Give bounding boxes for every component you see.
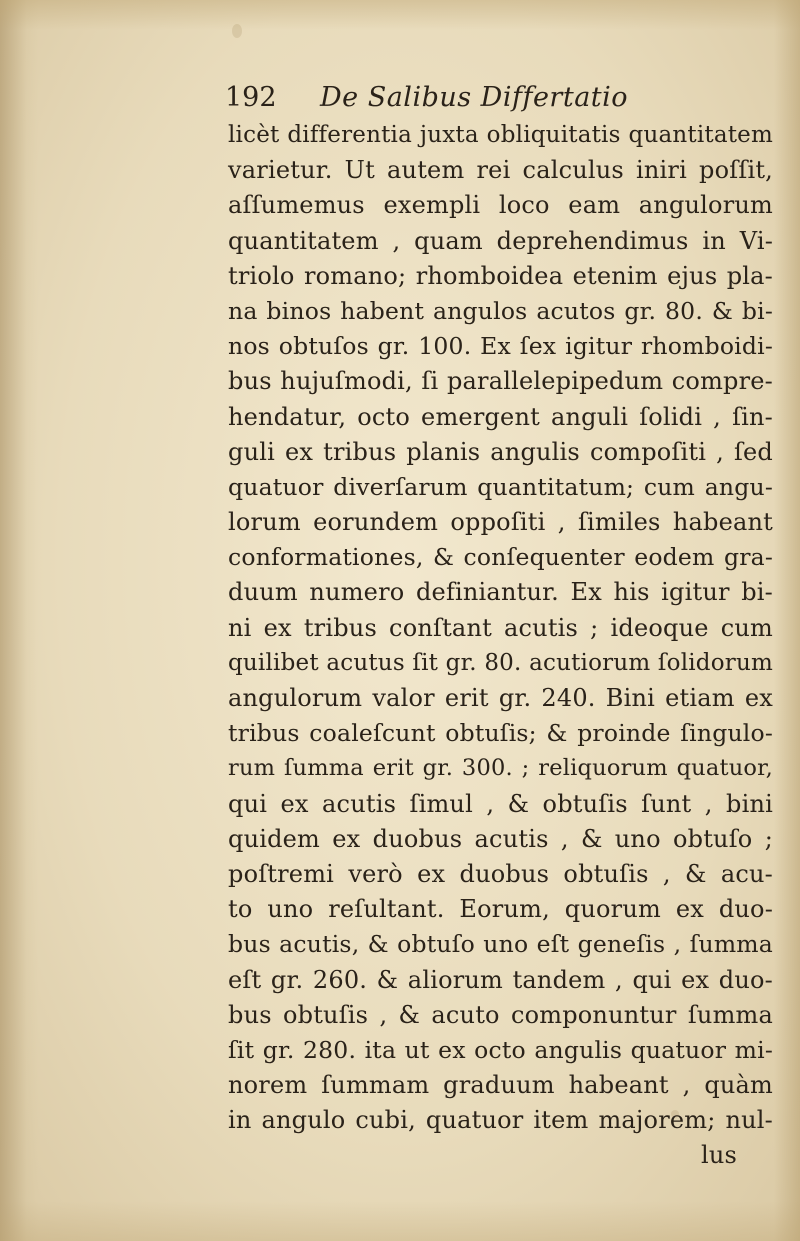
text-line: qui ex acutis ſimul , & obtuſis ſunt , bini [228, 789, 773, 818]
text-line: conformationes, & conſequenter eodem gra- [228, 543, 773, 572]
text-line: guli ex tribus planis angulis compoſiti , ſed [228, 437, 773, 466]
text-line: hendatur, octo emergent anguli ſolidi , ſin- [228, 402, 773, 431]
text-line: licèt differentia juxta obliquitatis quantitatem [228, 122, 773, 148]
text-line: poſtremi verò ex duobus obtuſis , & acu- [228, 859, 773, 888]
text-line: eſt gr. 260. & aliorum tandem , qui ex duo- [228, 965, 773, 994]
page-edge-shadow-left [0, 0, 38, 1241]
running-title: De Salibus Differtatio [320, 82, 629, 113]
page-number: 192 [225, 82, 277, 113]
text-line: nos obtuſos gr. 100. Ex ſex igitur rhomboidi- [228, 332, 773, 361]
page-edge-shadow-bottom [0, 1201, 800, 1241]
catchword: lus [700, 1141, 737, 1170]
text-line: duum numero definiantur. Ex his igitur bi- [228, 578, 773, 607]
page-edge-shadow-right [774, 0, 800, 1241]
text-line: na binos habent angulos acutos gr. 80. & bi- [228, 296, 773, 325]
text-line: aſſumemus exempli loco eam angulorum [228, 191, 773, 220]
body-text [228, 118, 773, 1174]
text-line: bus acutis, & obtuſo uno eſt geneſis , ſumma [228, 930, 773, 959]
ink-spot [232, 24, 242, 38]
text-line: lorum eorundem oppoſiti , ſimiles habeant [228, 508, 773, 537]
text-line: norem ſummam graduum habeant , quàm [228, 1071, 773, 1100]
text-line: quatuor diverſarum quantitatum; cum angu- [228, 472, 773, 501]
text-line: rum ſumma erit gr. 300. ; reliquorum quatuor, [228, 755, 773, 782]
page-edge-shadow-top [0, 0, 800, 30]
text-line: ſit gr. 280. ita ut ex octo angulis quatuor mi- [228, 1035, 773, 1064]
text-line: to uno reſultant. Eorum, quorum ex duo- [228, 895, 773, 924]
text-line: ni ex tribus conſtant acutis ; ideoque cum [228, 613, 773, 642]
text-line: triolo romano; rhomboidea etenim ejus pla- [228, 261, 773, 290]
text-line: bus hujuſmodi, ſi parallelepipedum compre- [228, 367, 773, 396]
text-line: quantitatem , quam deprehendimus in Vi- [228, 226, 773, 255]
text-line: angulorum valor erit gr. 240. Bini etiam ex [228, 684, 773, 712]
running-head [225, 78, 685, 118]
text-line: varietur. Ut autem rei calculus iniri poſſit, [228, 156, 773, 185]
text-line: quidem ex duobus acutis , & uno obtuſo ; [228, 824, 773, 853]
text-line: in angulo cubi, quatuor item majorem; nul- [228, 1106, 773, 1135]
text-line: tribus coaleſcunt obtuſis; & proinde ſingulo- [228, 719, 773, 748]
text-line: bus obtuſis , & acuto componuntur ſumma [228, 1000, 773, 1029]
text-line: quilibet acutus ſit gr. 80. acutiorum ſolidorum [228, 649, 773, 676]
